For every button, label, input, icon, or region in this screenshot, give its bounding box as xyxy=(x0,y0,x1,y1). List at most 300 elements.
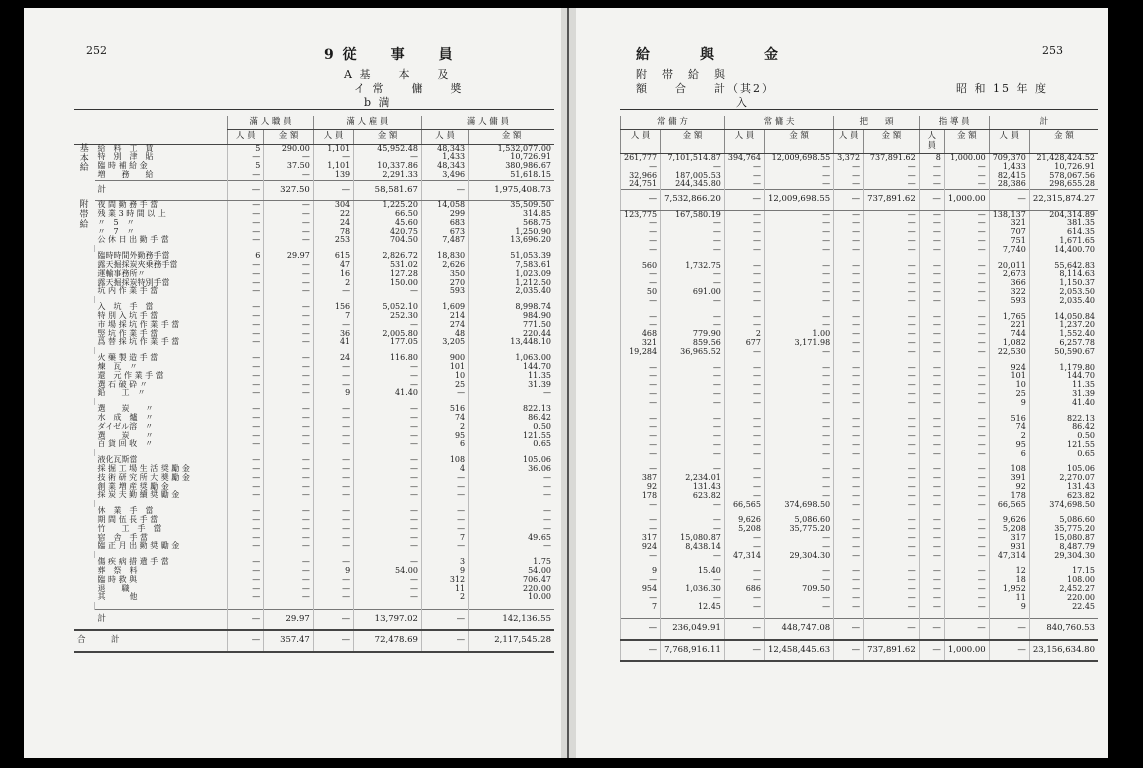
row-label: 露天掘採炭特別手當 xyxy=(97,277,170,287)
value-cell: 7,768,916.11 xyxy=(661,640,725,661)
value-cell: — xyxy=(228,228,264,237)
value-cell: — xyxy=(764,483,833,492)
value-cell: — xyxy=(834,543,864,552)
value-cell: — xyxy=(724,364,764,373)
value-cell: — xyxy=(621,465,661,474)
value-cell: — xyxy=(919,525,944,534)
value-cell: 1,000.00 xyxy=(944,190,989,210)
row-label: 計 xyxy=(95,610,228,631)
value-cell: — xyxy=(864,474,920,483)
header-blank xyxy=(74,116,228,144)
value-cell: — xyxy=(264,236,314,245)
right-subtitle-1: 附 帯 給 與 xyxy=(636,68,727,81)
value-cell: 312 xyxy=(421,576,468,585)
value-cell: — xyxy=(313,610,353,631)
value-cell: — xyxy=(764,492,833,501)
value-cell: — xyxy=(764,390,833,399)
value-cell: 3 xyxy=(421,558,468,567)
value-cell: — xyxy=(661,270,725,279)
value-cell: — xyxy=(264,423,314,432)
table-row xyxy=(621,246,1099,255)
value-cell: — xyxy=(919,364,944,373)
value-cell: — xyxy=(264,558,314,567)
value-cell: — xyxy=(354,483,422,492)
value-cell: — xyxy=(764,246,833,255)
value-cell: — xyxy=(834,432,864,441)
value-cell: 2,005.80 xyxy=(354,330,422,339)
value-cell: — xyxy=(228,381,264,390)
value-cell: 394,764 xyxy=(724,154,764,163)
value-cell: 5,086.60 xyxy=(764,516,833,525)
value-cell: 221 xyxy=(989,321,1029,330)
column-group-header: 常 傭 方 xyxy=(621,116,725,130)
value-cell: — xyxy=(661,381,725,390)
row-label: 休 業 手 當 xyxy=(97,506,154,516)
value-cell: — xyxy=(264,219,314,228)
value-cell: — xyxy=(313,440,353,449)
value-cell: — xyxy=(313,576,353,585)
value-cell: — xyxy=(764,262,833,271)
value-cell: — xyxy=(724,228,764,237)
value-cell: 13,696.20 xyxy=(469,236,554,245)
value-cell: 131.43 xyxy=(1029,483,1098,492)
value-cell: — xyxy=(469,483,554,492)
value-cell: 41.40 xyxy=(1029,399,1098,408)
spacer-cell xyxy=(919,611,944,619)
category-label: 基本給 xyxy=(79,143,89,174)
value-cell: — xyxy=(724,381,764,390)
value-cell: — xyxy=(313,542,353,551)
row-label: 給 料 工 賃 xyxy=(97,143,154,153)
value-cell: 12 xyxy=(989,567,1029,576)
value-cell: — xyxy=(724,450,764,459)
value-cell: 11.35 xyxy=(1029,381,1098,390)
value-cell: — xyxy=(313,405,353,414)
value-cell: 36 xyxy=(313,330,353,339)
value-cell: — xyxy=(621,313,661,322)
value-cell: — xyxy=(228,372,264,381)
value-cell: 2 xyxy=(989,432,1029,441)
value-cell: — xyxy=(944,313,989,322)
value-cell: — xyxy=(264,491,314,500)
value-cell: — xyxy=(354,491,422,500)
spacer-cell xyxy=(421,602,468,610)
value-cell: — xyxy=(944,603,989,612)
column-subheader: 金 額 xyxy=(264,130,314,144)
value-cell: 357.47 xyxy=(264,630,314,651)
value-cell: — xyxy=(354,507,422,516)
value-cell: — xyxy=(864,603,920,612)
value-cell: 54.00 xyxy=(354,567,422,576)
value-cell: — xyxy=(354,440,422,449)
grand-total-row xyxy=(621,640,1099,661)
value-cell: — xyxy=(264,440,314,449)
value-cell: — xyxy=(834,576,864,585)
value-cell: 1,212.50 xyxy=(469,279,554,288)
value-cell: — xyxy=(944,297,989,306)
row-label: 残 業 3 時 間 以 上 xyxy=(97,209,166,219)
value-cell: — xyxy=(621,525,661,534)
value-cell: 50 xyxy=(621,288,661,297)
value-cell: 593 xyxy=(989,297,1029,306)
table-row xyxy=(74,567,554,576)
value-cell: — xyxy=(724,567,764,576)
value-cell: — xyxy=(864,279,920,288)
value-cell: — xyxy=(354,405,422,414)
column-group-header: 常 傭 夫 xyxy=(724,116,833,130)
table-row xyxy=(621,297,1099,306)
row-label: 夜 間 勤 務 手 當 xyxy=(97,200,159,210)
right-table xyxy=(620,116,1098,662)
value-cell: 25 xyxy=(989,390,1029,399)
value-cell: — xyxy=(313,534,353,543)
value-cell: 1,532,077.00 xyxy=(469,144,554,153)
value-cell: — xyxy=(228,201,264,210)
value-cell: 387 xyxy=(621,474,661,483)
value-cell: — xyxy=(264,516,314,525)
value-cell: 167,580.19 xyxy=(661,210,725,219)
value-cell: — xyxy=(764,567,833,576)
value-cell: — xyxy=(724,483,764,492)
value-cell: — xyxy=(264,363,314,372)
table-row xyxy=(74,261,554,270)
value-cell: — xyxy=(764,348,833,357)
value-cell: 7,101,514.87 xyxy=(661,154,725,163)
row-label: 火 藥 製 造 手 當 xyxy=(97,353,159,363)
value-cell: 45,952.48 xyxy=(354,144,422,153)
value-cell: — xyxy=(313,516,353,525)
value-cell: 2 xyxy=(421,423,468,432)
value-cell: — xyxy=(764,576,833,585)
value-cell: — xyxy=(354,287,422,296)
value-cell: — xyxy=(919,228,944,237)
value-cell: — xyxy=(834,330,864,339)
row-label: 宿 舎 手 當 xyxy=(97,532,149,542)
value-cell: — xyxy=(228,171,264,180)
value-cell: — xyxy=(764,474,833,483)
value-cell: — xyxy=(313,180,353,200)
value-cell: — xyxy=(228,354,264,363)
value-cell: 900 xyxy=(421,354,468,363)
value-cell: — xyxy=(864,432,920,441)
value-cell: — xyxy=(764,163,833,172)
row-label: 選 炭 〃 xyxy=(97,404,154,414)
value-cell: — xyxy=(661,246,725,255)
value-cell: — xyxy=(469,389,554,398)
value-cell: 751 xyxy=(989,237,1029,246)
value-cell: — xyxy=(264,507,314,516)
value-cell: 17.15 xyxy=(1029,567,1098,576)
value-cell: — xyxy=(944,432,989,441)
spacer-cell xyxy=(354,602,422,610)
value-cell: 131.43 xyxy=(661,483,725,492)
value-cell: 468 xyxy=(621,330,661,339)
value-cell: — xyxy=(764,432,833,441)
value-cell: — xyxy=(421,525,468,534)
value-cell: — xyxy=(944,348,989,357)
value-cell: — xyxy=(764,219,833,228)
value-cell: — xyxy=(764,237,833,246)
value-cell: — xyxy=(313,525,353,534)
value-cell: 105.06 xyxy=(469,456,554,465)
value-cell: — xyxy=(661,501,725,510)
value-cell: 1,063.00 xyxy=(469,354,554,363)
value-cell: 859.56 xyxy=(661,339,725,348)
row-label: 計 xyxy=(95,180,228,200)
value-cell: 683 xyxy=(421,219,468,228)
value-cell: 74 xyxy=(421,414,468,423)
value-cell: 51,618.15 xyxy=(469,171,554,180)
value-cell: 92 xyxy=(621,483,661,492)
value-cell: — xyxy=(944,372,989,381)
row-label: 特 別 入 坑 手 當 xyxy=(97,310,159,320)
value-cell: 37.50 xyxy=(264,162,314,171)
value-cell: — xyxy=(864,492,920,501)
value-cell: — xyxy=(228,287,264,296)
value-cell: 1,179.80 xyxy=(1029,364,1098,373)
value-cell: — xyxy=(354,465,422,474)
value-cell: — xyxy=(834,585,864,594)
value-cell: — xyxy=(919,348,944,357)
row-label: 葬 祭 料 xyxy=(97,565,138,575)
value-cell: — xyxy=(313,381,353,390)
value-cell: — xyxy=(864,180,920,189)
value-cell: — xyxy=(621,297,661,306)
value-cell: — xyxy=(469,491,554,500)
value-cell: — xyxy=(621,321,661,330)
value-cell: — xyxy=(989,190,1029,210)
base-subtotal-row xyxy=(74,180,554,200)
value-cell: — xyxy=(834,483,864,492)
value-cell: 82,415 xyxy=(989,172,1029,181)
value-cell: 36.06 xyxy=(469,465,554,474)
value-cell: — xyxy=(919,210,944,219)
value-cell: 29,304.30 xyxy=(1029,552,1098,561)
value-cell: — xyxy=(864,246,920,255)
value-cell: 779.90 xyxy=(661,330,725,339)
value-cell: — xyxy=(919,330,944,339)
value-cell: — xyxy=(919,415,944,424)
value-cell: — xyxy=(313,287,353,296)
value-cell: — xyxy=(864,237,920,246)
value-cell: — xyxy=(724,390,764,399)
value-cell: — xyxy=(864,372,920,381)
value-cell: — xyxy=(864,534,920,543)
value-cell: 7 xyxy=(421,534,468,543)
value-cell: 1,000.00 xyxy=(944,640,989,661)
value-cell: — xyxy=(264,153,314,162)
value-cell: 12.45 xyxy=(661,603,725,612)
value-cell: — xyxy=(354,576,422,585)
value-cell: 6 xyxy=(421,440,468,449)
value-cell: — xyxy=(264,287,314,296)
column-subheader: 金 額 xyxy=(1029,130,1098,154)
value-cell: — xyxy=(621,640,661,661)
value-cell: — xyxy=(661,465,725,474)
spacer-cell xyxy=(661,611,725,619)
value-cell: 20,011 xyxy=(989,262,1029,271)
value-cell: 127.28 xyxy=(354,270,422,279)
value-cell: — xyxy=(944,210,989,219)
value-cell: — xyxy=(421,483,468,492)
value-cell: — xyxy=(661,516,725,525)
value-cell: 578,067.56 xyxy=(1029,172,1098,181)
value-cell: — xyxy=(264,585,314,594)
value-cell: — xyxy=(944,585,989,594)
value-cell: — xyxy=(919,190,944,210)
value-cell: 236,049.91 xyxy=(661,619,725,640)
value-cell: 1,101 xyxy=(313,144,353,153)
value-cell: 744 xyxy=(989,330,1029,339)
value-cell: 204,314.89 xyxy=(1029,210,1098,219)
value-cell: — xyxy=(228,474,264,483)
value-cell: 29.97 xyxy=(264,252,314,261)
column-subheader: 人 員 xyxy=(834,130,864,154)
value-cell: 322 xyxy=(989,288,1029,297)
value-cell: — xyxy=(834,423,864,432)
value-cell: 47,314 xyxy=(989,552,1029,561)
value-cell: 253 xyxy=(313,236,353,245)
column-subheader: 人 員 xyxy=(313,130,353,144)
value-cell: — xyxy=(228,153,264,162)
value-cell: 327.50 xyxy=(264,180,314,200)
value-cell: 10,726.91 xyxy=(469,153,554,162)
value-cell: 139 xyxy=(313,171,353,180)
value-cell: — xyxy=(421,630,468,651)
value-cell: — xyxy=(621,246,661,255)
column-subheader: 金 額 xyxy=(944,130,989,154)
value-cell: 18,830 xyxy=(421,252,468,261)
value-cell: — xyxy=(944,399,989,408)
table-row xyxy=(621,450,1099,459)
value-cell: — xyxy=(834,399,864,408)
value-cell: — xyxy=(919,237,944,246)
value-cell: — xyxy=(919,432,944,441)
value-cell: — xyxy=(724,399,764,408)
value-cell: — xyxy=(621,432,661,441)
value-cell: — xyxy=(313,483,353,492)
value-cell: — xyxy=(919,390,944,399)
value-cell: — xyxy=(834,180,864,189)
row-label: 液化瓦斯當 xyxy=(97,455,138,465)
fiscal-year: 昭 和 15 年 度 xyxy=(956,82,1048,95)
value-cell: 214 xyxy=(421,312,468,321)
value-cell: — xyxy=(834,492,864,501)
value-cell: — xyxy=(313,465,353,474)
value-cell: — xyxy=(228,330,264,339)
value-cell: 1,250.90 xyxy=(469,228,554,237)
value-cell: — xyxy=(944,501,989,510)
value-cell: 261,777 xyxy=(621,154,661,163)
value-cell: — xyxy=(264,261,314,270)
value-cell: — xyxy=(834,415,864,424)
value-cell: 615 xyxy=(313,252,353,261)
value-cell: — xyxy=(724,210,764,219)
value-cell: — xyxy=(264,372,314,381)
table-row xyxy=(74,287,554,296)
value-cell: — xyxy=(944,516,989,525)
value-cell: — xyxy=(313,585,353,594)
value-cell: — xyxy=(228,363,264,372)
value-cell: 9,626 xyxy=(989,516,1029,525)
value-cell: — xyxy=(919,313,944,322)
value-cell: 391 xyxy=(989,474,1029,483)
value-cell: 2,053.50 xyxy=(1029,288,1098,297)
value-cell: 0.65 xyxy=(1029,450,1098,459)
column-group-header: 把 頭 xyxy=(834,116,920,130)
value-cell: — xyxy=(621,441,661,450)
value-cell: — xyxy=(764,297,833,306)
table-row xyxy=(621,348,1099,357)
value-cell: — xyxy=(228,440,264,449)
value-cell: — xyxy=(264,354,314,363)
spacer-cell xyxy=(1029,611,1098,619)
value-cell: — xyxy=(724,474,764,483)
table-row xyxy=(621,501,1099,510)
group-spacer xyxy=(74,449,554,456)
value-cell: — xyxy=(944,415,989,424)
value-cell: — xyxy=(354,516,422,525)
value-cell: — xyxy=(621,163,661,172)
value-cell: — xyxy=(724,603,764,612)
value-cell: — xyxy=(313,363,353,372)
value-cell: — xyxy=(944,330,989,339)
value-cell: 13,797.02 xyxy=(354,610,422,631)
value-cell: — xyxy=(228,483,264,492)
value-cell: — xyxy=(621,390,661,399)
value-cell: — xyxy=(264,474,314,483)
column-subheader: 人 員 xyxy=(228,130,264,144)
right-subtitle-3: 入 xyxy=(736,96,749,109)
column-group-header: 指 導 員 xyxy=(919,116,989,130)
value-cell: 220.44 xyxy=(469,330,554,339)
value-cell: — xyxy=(228,270,264,279)
column-subheader: 金 額 xyxy=(864,130,920,154)
value-cell: — xyxy=(944,339,989,348)
value-cell: — xyxy=(864,321,920,330)
value-cell: — xyxy=(421,491,468,500)
value-cell: 48,343 xyxy=(421,144,468,153)
column-subheader: 人 員 xyxy=(919,130,944,154)
value-cell: — xyxy=(919,172,944,181)
table-row xyxy=(74,576,554,585)
table-row xyxy=(74,338,554,347)
row-label: 臨時時間外勤務手當 xyxy=(97,251,170,261)
value-cell: 381.35 xyxy=(1029,219,1098,228)
value-cell: 121.55 xyxy=(1029,441,1098,450)
value-cell: 9 xyxy=(621,567,661,576)
right-subtitle-2: 額 合 計（其2） xyxy=(636,82,775,95)
value-cell: — xyxy=(834,348,864,357)
spacer-cell xyxy=(621,611,661,619)
value-cell: 9 xyxy=(421,567,468,576)
right-section-title: 給 與 金 xyxy=(636,47,780,63)
value-cell: — xyxy=(919,339,944,348)
value-cell: — xyxy=(834,525,864,534)
value-cell: — xyxy=(834,339,864,348)
value-cell: 5 xyxy=(228,162,264,171)
value-cell: — xyxy=(919,288,944,297)
value-cell: — xyxy=(264,576,314,585)
value-cell: 45.60 xyxy=(354,219,422,228)
value-cell: — xyxy=(421,474,468,483)
value-cell: — xyxy=(724,190,764,210)
value-cell: — xyxy=(264,171,314,180)
value-cell: 116.80 xyxy=(354,354,422,363)
value-cell: 35,775.20 xyxy=(1029,525,1098,534)
row-label: 特 別 津 貼 xyxy=(97,152,154,162)
value-cell: — xyxy=(834,270,864,279)
